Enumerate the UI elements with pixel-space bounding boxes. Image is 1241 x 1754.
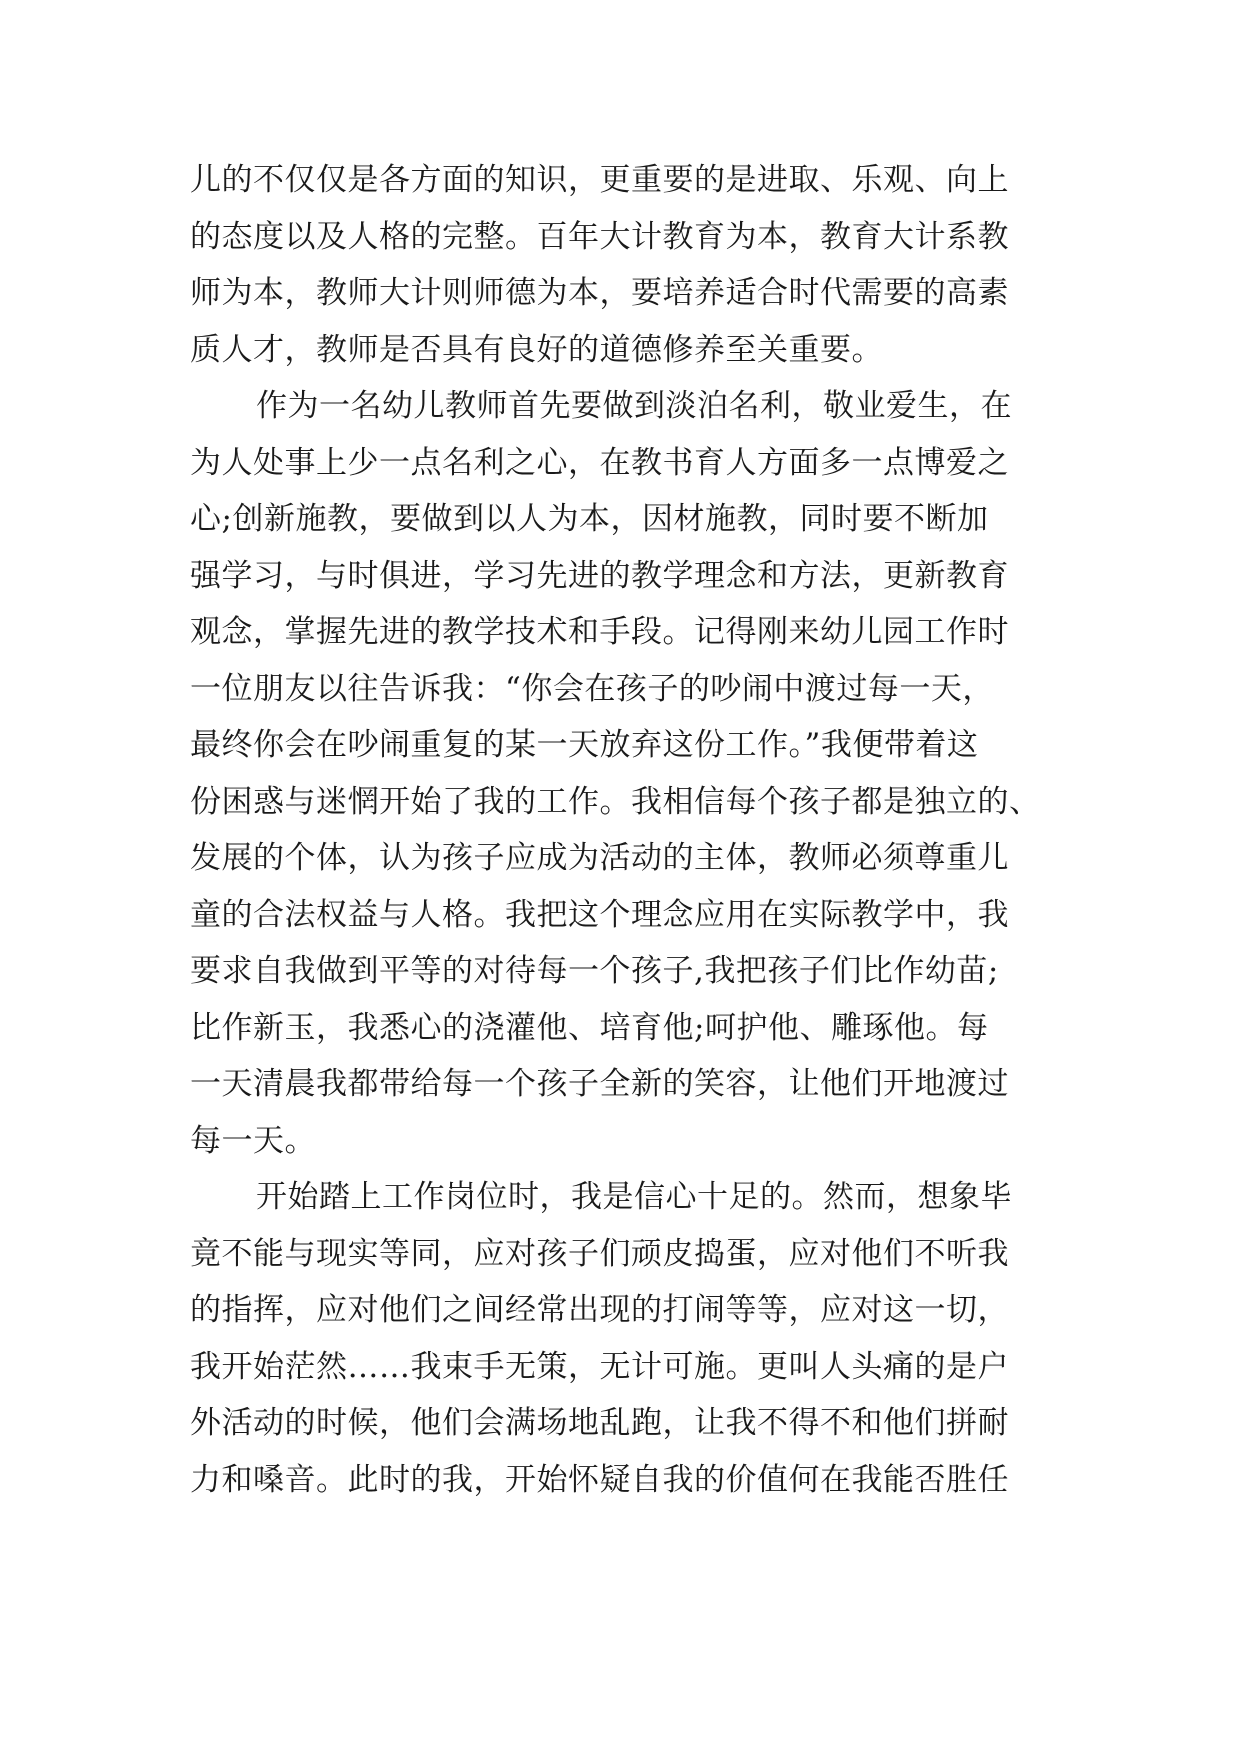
text-line: 的指挥，应对他们之间经常出现的打闹等等，应对这一切， (190, 1292, 1009, 1328)
text-line: 观念，掌握先进的教学技术和手段。记得刚来幼儿园工作时 (190, 614, 1009, 650)
text-line: 为人处事上少一点名利之心，在教书育人方面多一点博爱之 (190, 444, 1009, 481)
text-line: 心;创新施教，要做到以人为本，因材施教，同时要不断加 (190, 501, 989, 537)
text-line: 师为本，教师大计则师德为本，要培养适合时代需要的高素 (190, 275, 1009, 311)
text-line: 儿的不仅仅是各方面的知识，更重要的是进取、乐观、向上 (190, 162, 1009, 198)
text-line: 童的合法权益与人格。我把这个理念应用在实际教学中，我 (190, 896, 1009, 933)
text-line: 一天清晨我都带给每一个孩子全新的笑容，让他们开地渡过 (190, 1066, 1009, 1102)
text-line: 的态度以及人格的完整。百年大计教育为本，教育大计系教 (190, 218, 1009, 255)
text-line: 强学习，与时俱进，学习先进的教学理念和方法，更新教育 (190, 557, 1009, 594)
text-line: 一位朋友以往告诉我：“你会在孩子的吵闹中渡过每一天， (190, 670, 994, 707)
text-line: 外活动的时候，他们会满场地乱跑，让我不得不和他们拼耐 (190, 1405, 1009, 1441)
paragraph-first-line: 开始踏上工作岗位时，我是信心十足的。然而，想象毕 (256, 1179, 1012, 1215)
text-line: 份困惑与迷惘开始了我的工作。我相信每个孩子都是独立的、 (190, 783, 1041, 820)
text-line: 比作新玉，我悉心的浇灌他、培育他;呵护他、雕琢他。每 (190, 1009, 989, 1046)
text-line: 发展的个体，认为孩子应成为活动的主体，教师必须尊重儿 (190, 840, 1009, 876)
text-line: 最终你会在吵闹重复的某一天放弃这份工作。”我便带着这 (190, 727, 979, 763)
text-line: 要求自我做到平等的对待每一个孩子,我把孩子们比作幼苗; (190, 953, 999, 989)
body-text (190, 152, 1060, 1508)
paragraph-first-line: 作为一名幼儿教师首先要做到淡泊名利，敬业爱生，在 (256, 388, 1012, 424)
text-line: 每一天。 (190, 1122, 316, 1159)
text-line: 力和嗓音。此时的我，开始怀疑自我的价值何在我能否胜任 (190, 1461, 1009, 1498)
text-line: 我开始茫然……我束手无策，无计可施。更叫人头痛的是户 (190, 1348, 1009, 1385)
text-line: 质人才，教师是否具有良好的道德修养至关重要。 (190, 331, 883, 368)
text-line: 竟不能与现实等同，应对孩子们顽皮捣蛋，应对他们不听我 (190, 1235, 1009, 1272)
